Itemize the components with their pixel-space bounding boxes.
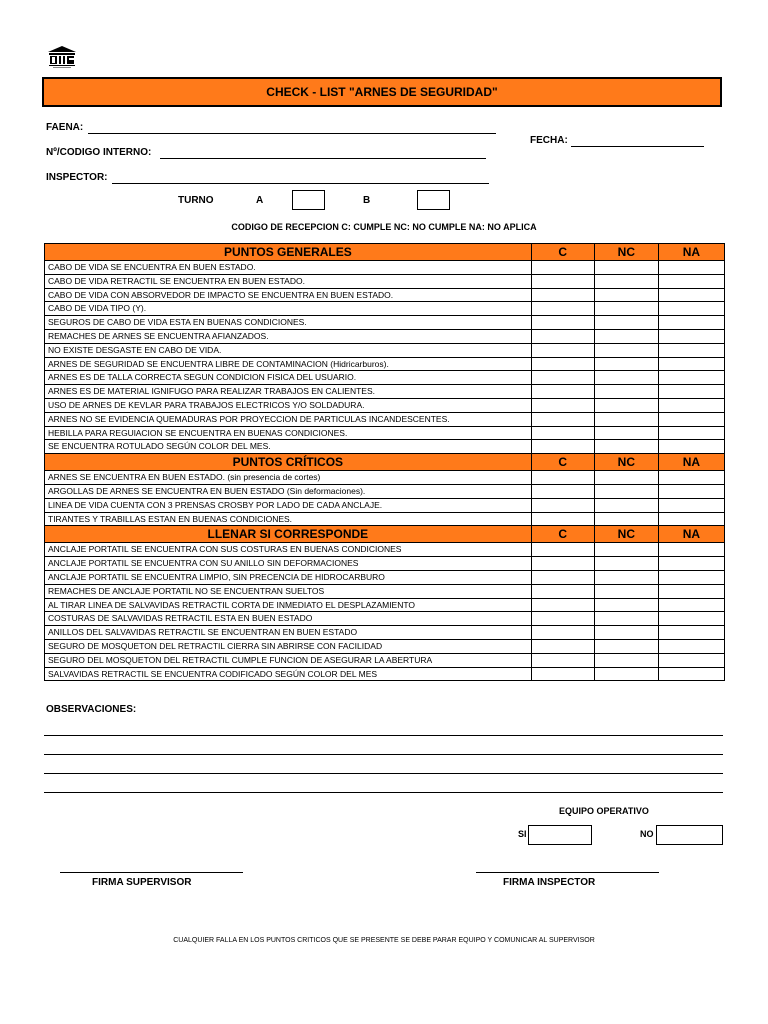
company-logo-icon bbox=[46, 45, 78, 69]
checklist-item-text: CABO DE VIDA CON ABSORVEDOR DE IMPACTO SE ENCUENTRA EN BUEN ESTADO. bbox=[45, 288, 532, 302]
checklist-row bbox=[45, 639, 725, 653]
firma-supervisor-line[interactable] bbox=[60, 872, 243, 873]
check-cell-na[interactable] bbox=[658, 329, 724, 343]
check-cell-c[interactable] bbox=[531, 329, 594, 343]
check-cell-nc[interactable] bbox=[594, 412, 658, 426]
check-cell-c[interactable] bbox=[531, 626, 594, 640]
checklist-row bbox=[45, 329, 725, 343]
checklist-item-text: USO DE ARNES DE KEVLAR PARA TRABAJOS ELECTRICOS Y/O SOLDADURA. bbox=[45, 398, 532, 412]
check-cell-nc[interactable] bbox=[594, 302, 658, 316]
check-cell-c[interactable] bbox=[531, 543, 594, 557]
checklist-item-text: REMACHES DE ARNES SE ENCUENTRA AFIANZADOS. bbox=[45, 329, 532, 343]
checklist-row bbox=[45, 512, 725, 526]
firma-inspector-line[interactable] bbox=[476, 872, 659, 873]
check-cell-nc[interactable] bbox=[594, 371, 658, 385]
check-cell-nc[interactable] bbox=[594, 440, 658, 454]
checklist-item-text: HEBILLA PARA REGUlACION SE ENCUENTRA EN BUENAS CONDICIONES. bbox=[45, 426, 532, 440]
check-cell-nc[interactable] bbox=[594, 570, 658, 584]
faena-label: FAENA: bbox=[46, 122, 84, 133]
checklist-row bbox=[45, 343, 725, 357]
column-header-nc: NC bbox=[594, 454, 658, 471]
check-cell-na[interactable] bbox=[658, 598, 724, 612]
checklist-item-text: CABO DE VIDA TIPO (Y). bbox=[45, 302, 532, 316]
check-cell-nc[interactable] bbox=[594, 667, 658, 681]
check-cell-c[interactable] bbox=[531, 471, 594, 485]
check-cell-c[interactable] bbox=[531, 512, 594, 526]
check-cell-nc[interactable] bbox=[594, 639, 658, 653]
check-cell-na[interactable] bbox=[658, 639, 724, 653]
section-title: PUNTOS GENERALES bbox=[45, 244, 532, 261]
check-cell-nc[interactable] bbox=[594, 261, 658, 275]
check-cell-c[interactable] bbox=[531, 288, 594, 302]
check-cell-c[interactable] bbox=[531, 612, 594, 626]
checklist-row bbox=[45, 626, 725, 640]
check-cell-na[interactable] bbox=[658, 371, 724, 385]
section-header-row bbox=[45, 526, 725, 543]
checklist-item-text: TIRANTES Y TRABILLAS ESTAN EN BUENAS CONDICIONES. bbox=[45, 512, 532, 526]
firma-supervisor-label: FIRMA SUPERVISOR bbox=[92, 877, 192, 888]
check-cell-c[interactable] bbox=[531, 302, 594, 316]
check-cell-nc[interactable] bbox=[594, 357, 658, 371]
checklist-item-text: AL TIRAR LINEA DE SALVAVIDAS RETRACTIL CORTA DE INMEDIATO EL DESPLAZAMIENTO bbox=[45, 598, 532, 612]
inspector-label: INSPECTOR: bbox=[46, 172, 108, 183]
faena-input-line[interactable] bbox=[88, 133, 496, 134]
check-cell-na[interactable] bbox=[658, 426, 724, 440]
section-title: LLENAR SI CORRESPONDE bbox=[45, 526, 532, 543]
checklist-row bbox=[45, 667, 725, 681]
column-header-na: NA bbox=[658, 454, 724, 471]
column-header-nc: NC bbox=[594, 526, 658, 543]
checklist-row bbox=[45, 570, 725, 584]
checklist-row bbox=[45, 612, 725, 626]
codigo-interno-label: Nº/CODIGO INTERNO: bbox=[46, 147, 152, 158]
check-cell-nc[interactable] bbox=[594, 471, 658, 485]
fecha-label: FECHA: bbox=[530, 135, 568, 146]
checklist-item-text: ARGOLLAS DE ARNES SE ENCUENTRA EN BUEN ESTADO (Sin deformaciones). bbox=[45, 484, 532, 498]
check-cell-na[interactable] bbox=[658, 667, 724, 681]
check-cell-c[interactable] bbox=[531, 498, 594, 512]
check-cell-na[interactable] bbox=[658, 302, 724, 316]
observaciones-line-2[interactable] bbox=[44, 754, 723, 755]
checklist-row bbox=[45, 598, 725, 612]
turno-a-checkbox[interactable] bbox=[292, 190, 325, 210]
check-cell-na[interactable] bbox=[658, 626, 724, 640]
section-header-row bbox=[45, 454, 725, 471]
checklist-item-text: SEGUROS DE CABO DE VIDA ESTA EN BUENAS CONDICIONES. bbox=[45, 316, 532, 330]
check-cell-na[interactable] bbox=[658, 498, 724, 512]
check-cell-na[interactable] bbox=[658, 288, 724, 302]
turno-label: TURNO bbox=[178, 195, 214, 206]
check-cell-na[interactable] bbox=[658, 471, 724, 485]
checklist-row bbox=[45, 653, 725, 667]
checklist-row bbox=[45, 274, 725, 288]
check-cell-na[interactable] bbox=[658, 512, 724, 526]
checklist-row bbox=[45, 543, 725, 557]
check-cell-c[interactable] bbox=[531, 412, 594, 426]
checklist-row bbox=[45, 584, 725, 598]
check-cell-na[interactable] bbox=[658, 653, 724, 667]
inspector-input-line[interactable] bbox=[112, 183, 489, 184]
turno-b-label: B bbox=[363, 195, 371, 206]
check-cell-c[interactable] bbox=[531, 316, 594, 330]
checklist-row bbox=[45, 426, 725, 440]
checklist-item-text: LINEA DE VIDA CUENTA CON 3 PRENSAS CROSBY POR LADO DE CADA ANCLAJE. bbox=[45, 498, 532, 512]
checklist-row bbox=[45, 412, 725, 426]
equipo-si-checkbox[interactable] bbox=[528, 825, 592, 845]
check-cell-na[interactable] bbox=[658, 557, 724, 571]
check-cell-c[interactable] bbox=[531, 426, 594, 440]
check-cell-nc[interactable] bbox=[594, 274, 658, 288]
equipo-operativo-label: EQUIPO OPERATIVO bbox=[559, 806, 649, 816]
check-cell-c[interactable] bbox=[531, 484, 594, 498]
checklist-item-text: SALVAVIDAS RETRACTIL SE ENCUENTRA CODIFICADO SEGÚN COLOR DEL MES bbox=[45, 667, 532, 681]
column-header-na: NA bbox=[658, 526, 724, 543]
check-cell-nc[interactable] bbox=[594, 288, 658, 302]
check-cell-c[interactable] bbox=[531, 598, 594, 612]
column-header-c: C bbox=[531, 526, 594, 543]
check-cell-nc[interactable] bbox=[594, 316, 658, 330]
checklist-row bbox=[45, 484, 725, 498]
check-cell-c[interactable] bbox=[531, 398, 594, 412]
fecha-input-line[interactable] bbox=[571, 146, 704, 147]
check-cell-na[interactable] bbox=[658, 612, 724, 626]
codigo-recepcion-legend: CODIGO DE RECEPCION C: CUMPLE NC: NO CUMPLE NA: NO APLICA bbox=[231, 222, 537, 232]
checklist-item-text: ARNES NO SE EVIDENCIA QUEMADURAS POR PROYECCION DE PARTICULAS INCANDESCENTES. bbox=[45, 412, 532, 426]
column-header-c: C bbox=[531, 454, 594, 471]
check-cell-nc[interactable] bbox=[594, 426, 658, 440]
check-cell-nc[interactable] bbox=[594, 498, 658, 512]
check-cell-nc[interactable] bbox=[594, 584, 658, 598]
checklist-row bbox=[45, 316, 725, 330]
observaciones-line-3[interactable] bbox=[44, 773, 723, 774]
checklist-item-text: SE ENCUENTRA ROTULADO SEGÚN COLOR DEL MES. bbox=[45, 440, 532, 454]
check-cell-na[interactable] bbox=[658, 412, 724, 426]
checklist-row bbox=[45, 398, 725, 412]
observaciones-label: OBSERVACIONES: bbox=[46, 704, 137, 715]
column-header-c: C bbox=[531, 244, 594, 261]
check-cell-na[interactable] bbox=[658, 343, 724, 357]
check-cell-na[interactable] bbox=[658, 357, 724, 371]
check-cell-nc[interactable] bbox=[594, 598, 658, 612]
checklist-row bbox=[45, 557, 725, 571]
check-cell-c[interactable] bbox=[531, 653, 594, 667]
checklist-row bbox=[45, 261, 725, 275]
equipo-si-label: SI bbox=[518, 829, 527, 839]
check-cell-nc[interactable] bbox=[594, 343, 658, 357]
check-cell-c[interactable] bbox=[531, 557, 594, 571]
checklist-item-text: ANCLAJE PORTATIL SE ENCUENTRA CON SU ANILLO SIN DEFORMACIONES bbox=[45, 557, 532, 571]
section-header-row bbox=[45, 244, 725, 261]
check-cell-c[interactable] bbox=[531, 584, 594, 598]
firma-inspector-label: FIRMA INSPECTOR bbox=[503, 877, 596, 888]
checklist-item-text: ANCLAJE PORTATIL SE ENCUENTRA CON SUS COSTURAS EN BUENAS CONDICIONES bbox=[45, 543, 532, 557]
checklist-item-text: CABO DE VIDA RETRACTIL SE ENCUENTRA EN BUEN ESTADO. bbox=[45, 274, 532, 288]
footer-warning: CUALQUIER FALLA EN LOS PUNTOS CRITICOS QUE SE PRESENTE SE DEBE PARAR EQUIPO Y COMUNICAR AL SUPERVISOR bbox=[173, 937, 595, 944]
turno-b-checkbox[interactable] bbox=[417, 190, 450, 210]
checklist-item-text: ARNES ES DE MATERIAL IGNIFUGO PARA REALIZAR TRABAJOS EN CALIENTES. bbox=[45, 385, 532, 399]
checklist-item-text: SEGURO DE MOSQUETON DEL RETRACTIL CIERRA SIN ABRIRSE CON FACILIDAD bbox=[45, 639, 532, 653]
check-cell-c[interactable] bbox=[531, 371, 594, 385]
check-cell-nc[interactable] bbox=[594, 557, 658, 571]
equipo-no-checkbox[interactable] bbox=[656, 825, 723, 845]
check-cell-c[interactable] bbox=[531, 667, 594, 681]
check-cell-na[interactable] bbox=[658, 261, 724, 275]
check-cell-nc[interactable] bbox=[594, 385, 658, 399]
checklist-row bbox=[45, 385, 725, 399]
check-cell-na[interactable] bbox=[658, 316, 724, 330]
check-cell-nc[interactable] bbox=[594, 612, 658, 626]
checklist-item-text: ANCLAJE PORTATIL SE ENCUENTRA LIMPIO, SIN PRECENCIA DE HIDROCARBURO bbox=[45, 570, 532, 584]
checklist-row bbox=[45, 302, 725, 316]
check-cell-nc[interactable] bbox=[594, 484, 658, 498]
checklist-item-text: ANILLOS DEL SALVAVIDAS RETRACTIL SE ENCUENTRAN EN BUEN ESTADO bbox=[45, 626, 532, 640]
check-cell-nc[interactable] bbox=[594, 398, 658, 412]
observaciones-line-4[interactable] bbox=[44, 792, 723, 793]
check-cell-na[interactable] bbox=[658, 398, 724, 412]
checklist-row bbox=[45, 471, 725, 485]
check-cell-c[interactable] bbox=[531, 343, 594, 357]
codigo-interno-input-line[interactable] bbox=[160, 158, 486, 159]
checklist-row bbox=[45, 498, 725, 512]
column-header-nc: NC bbox=[594, 244, 658, 261]
check-cell-na[interactable] bbox=[658, 440, 724, 454]
checklist-item-text: ARNES ES DE TALLA CORRECTA SEGUN CONDICION FISICA DEL USUARIO. bbox=[45, 371, 532, 385]
check-cell-nc[interactable] bbox=[594, 626, 658, 640]
checklist-item-text: NO EXISTE DESGASTE EN CABO DE VIDA. bbox=[45, 343, 532, 357]
check-cell-na[interactable] bbox=[658, 543, 724, 557]
checklist-row bbox=[45, 440, 725, 454]
check-cell-na[interactable] bbox=[658, 385, 724, 399]
check-cell-c[interactable] bbox=[531, 274, 594, 288]
column-header-na: NA bbox=[658, 244, 724, 261]
checklist-item-text: CABO DE VIDA SE ENCUENTRA EN BUEN ESTADO. bbox=[45, 261, 532, 275]
equipo-no-label: NO bbox=[640, 829, 654, 839]
checklist-row bbox=[45, 288, 725, 302]
check-cell-nc[interactable] bbox=[594, 653, 658, 667]
check-cell-nc[interactable] bbox=[594, 329, 658, 343]
check-cell-c[interactable] bbox=[531, 440, 594, 454]
check-cell-c[interactable] bbox=[531, 357, 594, 371]
checklist-item-text: ARNES SE ENCUENTRA EN BUEN ESTADO. (sin presencia de cortes) bbox=[45, 471, 532, 485]
check-cell-c[interactable] bbox=[531, 385, 594, 399]
checklist-table bbox=[44, 243, 725, 681]
observaciones-line-1[interactable] bbox=[44, 735, 723, 736]
form-title: CHECK - LIST "ARNES DE SEGURIDAD" bbox=[42, 77, 722, 107]
checklist-item-text: REMACHES DE ANCLAJE PORTATIL NO SE ENCUENTRAN SUELTOS bbox=[45, 584, 532, 598]
section-title: PUNTOS CRÍTICOS bbox=[45, 454, 532, 471]
checklist-item-text: SEGURO DEL MOSQUETON DEL RETRACTIL CUMPLE FUNCION DE ASEGURAR LA ABERTURA bbox=[45, 653, 532, 667]
check-cell-c[interactable] bbox=[531, 570, 594, 584]
check-cell-na[interactable] bbox=[658, 570, 724, 584]
check-cell-c[interactable] bbox=[531, 261, 594, 275]
check-cell-na[interactable] bbox=[658, 584, 724, 598]
checklist-row bbox=[45, 371, 725, 385]
check-cell-na[interactable] bbox=[658, 484, 724, 498]
check-cell-nc[interactable] bbox=[594, 543, 658, 557]
checklist-item-text: ARNES DE SEGURIDAD SE ENCUENTRA LIBRE DE CONTAMINACION (Hidricarburos). bbox=[45, 357, 532, 371]
checklist-item-text: COSTURAS DE SALVAVIDAS RETRACTIL ESTA EN BUEN ESTADO bbox=[45, 612, 532, 626]
check-cell-na[interactable] bbox=[658, 274, 724, 288]
turno-a-label: A bbox=[256, 195, 264, 206]
check-cell-c[interactable] bbox=[531, 639, 594, 653]
check-cell-nc[interactable] bbox=[594, 512, 658, 526]
checklist-row bbox=[45, 357, 725, 371]
